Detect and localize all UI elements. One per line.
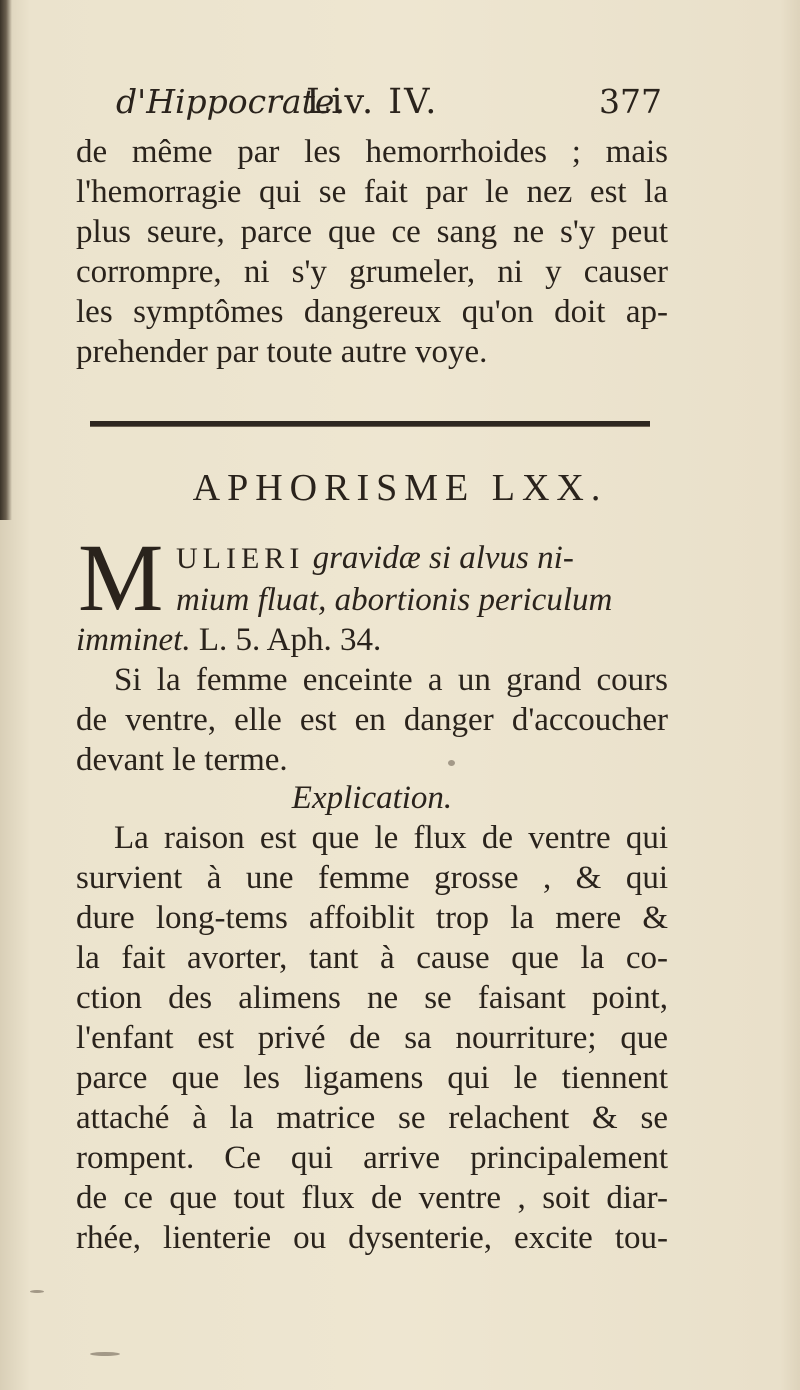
header-book: Liv. IV.	[306, 82, 439, 122]
text-line: l'enfant est privé de sa nourriture; que	[76, 1020, 668, 1056]
section-rule	[90, 421, 650, 427]
text-line: rompent. Ce qui arrive principalement	[76, 1140, 668, 1176]
text-line: ction des alimens ne se faisant point,	[76, 980, 668, 1016]
text-line: attaché à la matrice se relachent & se	[76, 1100, 668, 1136]
text-line: devant le terme.	[76, 742, 288, 778]
text-line: l'hemorragie qui se fait par le nez est la	[76, 174, 668, 210]
text-line: de ce que tout flux de ventre , soit diar-	[76, 1180, 668, 1216]
text-line: la fait avorter, tant à cause que la co-	[76, 940, 668, 976]
text-line: plus seure, parce que ce sang ne s'y peut	[76, 214, 668, 250]
header-title: d'Hippocrate.	[116, 82, 345, 121]
latin-line-2: mium fluat, abortionis periculum	[176, 582, 613, 618]
text-line: les symptômes dangereux qu'on doit ap-	[76, 294, 668, 330]
running-header	[76, 82, 668, 128]
text-line: rhée, lienterie ou dysenterie, excite tou-	[76, 1220, 668, 1256]
text-line: dure long-tems affoiblit trop la mere &	[76, 900, 668, 936]
text-line: prehender par toute autre voye.	[76, 334, 488, 370]
text-line: La raison est que le flux de ventre qui	[114, 820, 668, 856]
ink-spot	[30, 1290, 44, 1293]
text-line: de même par les hemorrhoides ; mais	[76, 134, 668, 170]
text-line: parce que les ligamens qui le tiennent	[76, 1060, 668, 1096]
aphorism-title: APHORISME LXX.	[192, 467, 608, 509]
latin-text: gravidæ si alvus ni-	[312, 540, 574, 576]
text-line: Si la femme enceinte a un grand cours	[114, 662, 668, 698]
binding-shadow	[0, 0, 12, 520]
page-number: 377	[599, 82, 662, 121]
latin-text: imminet.	[76, 622, 191, 658]
explication-heading: Explication.	[291, 780, 453, 816]
text-line: de ventre, elle est en danger d'accoucher	[76, 702, 668, 738]
latin-line-3	[76, 620, 668, 660]
ink-spot	[90, 1352, 120, 1356]
text-line: corrompre, ni s'y grumeler, ni y causer	[76, 254, 668, 290]
text-line: survient à une femme grosse , & qui	[76, 860, 668, 896]
reference: L. 5. Aph. 34.	[198, 622, 382, 658]
latin-smallcaps: ULIERI	[176, 542, 305, 575]
latin-line-1	[176, 538, 670, 579]
ink-spot	[448, 760, 455, 766]
drop-cap: M	[78, 524, 164, 631]
